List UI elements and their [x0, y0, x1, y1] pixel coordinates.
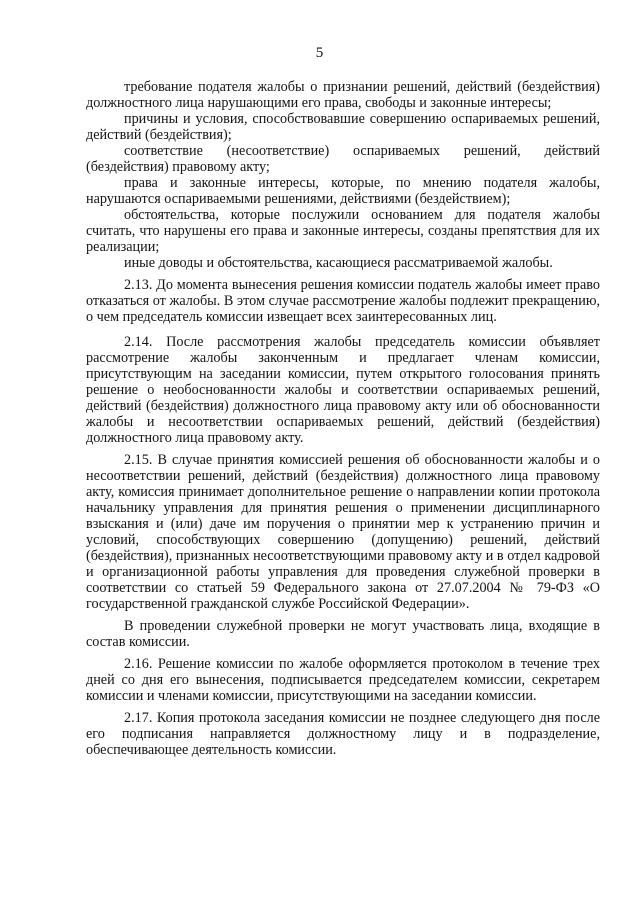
paragraph-demand: требование подателя жалобы о признании решений, действий (бездействия) должностного лица нарушающими его права, свободы и законные интересы;	[86, 79, 600, 111]
paragraph-2-15: 2.15. В случае принятия комиссией решения об обоснованности жалобы и о несоответствии решений, действий (бездействия) должностного лица правовому акту, комиссия принимает дополнительное решение о направлении копии протокола начальнику управления для принятия решения о применении дисциплинарного взыскания и (или) даче им поручения о принятии мер к устранению причин и условий, способствующих совершению (допущению) решений, действий (бездействия), признанных несоответствующими правовому акту и в отдел кадровой и организационной работы управления для проведения служебной проверки в соответствии со статьей 59 Федерального закона от 27.07.2004 № 79-ФЗ «О государственной гражданской службе Российской Федерации».	[86, 452, 600, 612]
paragraph-other-arguments: иные доводы и обстоятельства, касающиеся рассматриваемой жалобы.	[124, 255, 553, 271]
page-number: 5	[315, 45, 324, 61]
paragraph-rights: права и законные интересы, которые, по мнению подателя жалобы, нарушаются оспариваемыми решениями, действиями (бездействием);	[86, 175, 600, 207]
paragraph-2-14: 2.14. После рассмотрения жалобы председатель комиссии объявляет рассмотрение жалобы законченным и предлагает членам комиссии, присутствующим на заседании комиссии, путем открытого голосования принять решение о необоснованности жалобы и соответствии оспариваемых решений, действий (бездействия) должностного лица правовому акту или об обоснованности жалобы и несоответствии оспариваемых решений, действий (бездействия) должностного лица правовому акту.	[86, 334, 600, 446]
paragraph-2-16: 2.16. Решение комиссии по жалобе оформляется протоколом в течение трех дней со дня его вынесения, подписывается председателем комиссии, секретарем комиссии и членами комиссии, присутствующими на заседании комиссии.	[86, 656, 600, 704]
paragraph-compliance: соответствие (несоответствие) оспариваемых решений, действий (бездействия) правовому акту;	[86, 143, 600, 175]
paragraph-2-13: 2.13. До момента вынесения решения комиссии податель жалобы имеет право отказаться от жалобы. В этом случае рассмотрение жалобы подлежит прекращению, о чем председатель комиссии извещает всех заинтересованных лиц.	[86, 277, 600, 325]
paragraph-2-17: 2.17. Копия протокола заседания комиссии не позднее следующего дня после его подписания направляется должностному лицу и в подразделение, обеспечивающее деятельность комиссии.	[86, 710, 600, 758]
paragraph-circumstances: обстоятельства, которые послужили основанием для подателя жалобы считать, что нарушены его права и законные интересы, созданы препятствия для их реализации;	[86, 207, 600, 255]
paragraph-inspection-note: В проведении служебной проверки не могут участвовать лица, входящие в состав комиссии.	[86, 618, 600, 650]
document-body	[86, 79, 600, 758]
paragraph-causes: причины и условия, способствовавшие совершению оспариваемых решений, действий (бездействия);	[86, 111, 600, 143]
